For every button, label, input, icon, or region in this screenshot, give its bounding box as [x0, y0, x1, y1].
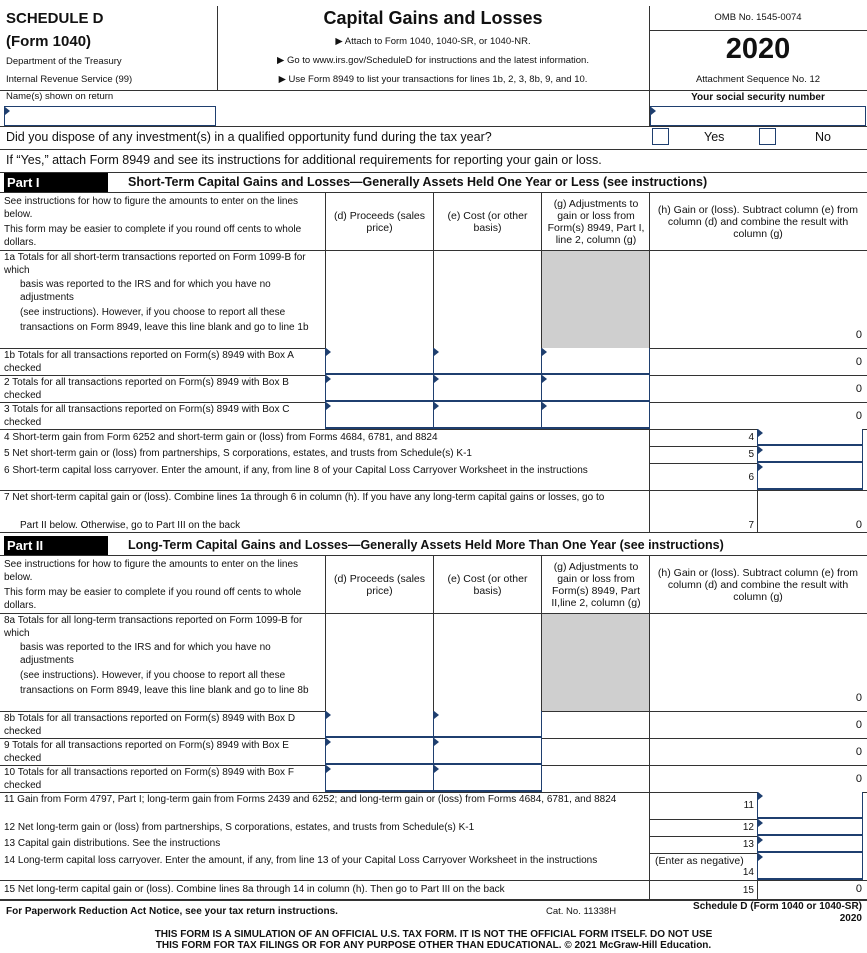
- qof-question: Did you dispose of any investment(s) in a qualified opportunity fund during the tax year?: [6, 130, 492, 144]
- part1-title: Short-Term Capital Gains and Losses—Generally Assets Held One Year or Less (see instructions): [128, 175, 708, 189]
- line2-e-input[interactable]: [433, 375, 542, 402]
- line9-d-input[interactable]: [325, 738, 434, 765]
- line11-number: 11: [743, 800, 754, 811]
- line4-h-input[interactable]: [757, 429, 863, 446]
- part2-col-d: (d) Proceeds (sales price): [333, 573, 426, 597]
- line8b-d-input[interactable]: [325, 711, 434, 738]
- part2-instr1: See instructions for how to figure the amounts to enter on the lines below.: [4, 559, 299, 583]
- schedule-footer: Schedule D (Form 1040 or 1040-SR): [693, 901, 862, 912]
- line13-text: 13 Capital gain distributions. See the instructions: [4, 838, 221, 849]
- line9-h-value: 0: [855, 746, 862, 758]
- line8a-h-value: 0: [855, 692, 862, 704]
- line4-text: 4 Short-term gain from Form 6252 and short-term gain or (loss) from Forms 4684, 6781, and 8824: [4, 432, 438, 443]
- dept-label: Department of the Treasury: [6, 56, 122, 67]
- qof-yes-checkbox[interactable]: [652, 128, 669, 145]
- tax-year: 2020: [725, 33, 791, 65]
- line5-text: 5 Net short-term gain or (loss) from partnerships, S corporations, estates, and trusts from Schedule(s) K-1: [4, 448, 472, 459]
- line7-number: 7: [748, 520, 754, 531]
- line8a-text-3: (see instructions). However, if you choose to report all these: [20, 670, 286, 681]
- line1b-text: 1b Totals for all transactions reported on Form(s) 8949 with Box A checked: [4, 350, 294, 374]
- qof-no-label: No: [815, 130, 831, 144]
- line8b-text: 8b Totals for all transactions reported on Form(s) 8949 with Box D checked: [4, 713, 296, 737]
- part1-label: Part I: [4, 173, 108, 192]
- line8a-text-1: 8a Totals for all long-term transactions reported on Form 1099-B for which: [4, 615, 303, 639]
- part2-instr2: This form may be easier to complete if you round off cents to whole dollars.: [4, 587, 302, 611]
- line14-h-input[interactable]: [757, 853, 863, 880]
- part1-instr1: See instructions for how to figure the amounts to enter on the lines below.: [4, 196, 299, 220]
- line7-text-2: Part II below. Otherwise, go to Part III on the back: [20, 520, 241, 531]
- line1b-h-value: 0: [855, 356, 862, 368]
- form-label: (Form 1040): [6, 33, 92, 50]
- cat-number: Cat. No. 11338H: [546, 906, 617, 917]
- line3-h-value: 0: [855, 410, 862, 422]
- page-title: Capital Gains and Losses: [323, 8, 543, 28]
- ssn-input[interactable]: [650, 106, 866, 126]
- part2-col-g: (g) Adjustments to gain or loss from Form(s) 8949, Part II,line 2, column (g): [551, 561, 641, 609]
- line1a-h-value: 0: [855, 329, 862, 341]
- part1-instr2: This form may be easier to complete if you round off cents to whole dollars.: [4, 224, 302, 248]
- line7-h-value: 0: [855, 519, 862, 531]
- line1b-e-input[interactable]: [433, 348, 542, 375]
- line8a-text-4: transactions on Form 8949, leave this line blank and go to line 8b: [20, 685, 309, 696]
- line8a-text-2: basis was reported to the IRS and for which you have no adjustments: [20, 642, 271, 666]
- disclaimer-line2: THIS FORM FOR TAX FILINGS OR FOR ANY PURPOSE OTHER THAN EDUCATIONAL. © 2021 McGraw-Hill Education.: [155, 940, 712, 951]
- line3-e-input[interactable]: [433, 402, 542, 429]
- disclaimer-line1: THIS FORM IS A SIMULATION OF AN OFFICIAL U.S. TAX FORM. IT IS NOT THE OFFICIAL FORM ITSELF. DO NOT USE: [154, 929, 713, 940]
- line7-text-1: 7 Net short-term capital gain or (loss). Combine lines 1a through 6 in column (h). If you have any long-term capital gains or losses, go to: [4, 492, 605, 503]
- part2-label: Part II: [4, 536, 108, 555]
- line5-h-input[interactable]: [757, 446, 863, 463]
- line8a-g-shaded: [542, 614, 649, 711]
- line15-number: 15: [742, 885, 754, 896]
- line2-h-value: 0: [855, 383, 862, 395]
- paperwork-notice: For Paperwork Reduction Act Notice, see your tax return instructions.: [6, 906, 338, 917]
- line1a-text-3: (see instructions). However, if you choose to report all these: [20, 307, 286, 318]
- part1-col-d: (d) Proceeds (sales price): [333, 210, 426, 234]
- irs-label: Internal Revenue Service (99): [6, 74, 133, 85]
- part1-col-e: (e) Cost (or other basis): [447, 210, 528, 234]
- part1-col-g: (g) Adjustments to gain or loss from Form(s) 8949, Part I, line 2, column (g): [547, 198, 645, 246]
- schedule-label: SCHEDULE D: [6, 10, 104, 27]
- line14-text: 14 Long-term capital loss carryover. Enter the amount, if any, from line 13 of your Capital Loss Carryover Worksheet in the instructions: [4, 855, 598, 866]
- line15-text: 15 Net long-term capital gain or (loss). Combine lines 8a through 14 in column (h). Then go to Part III on the back: [4, 884, 505, 895]
- line6-h-input[interactable]: [757, 463, 863, 490]
- line15-h-value: 0: [855, 883, 862, 895]
- qof-note: If “Yes,” attach Form 8949 and see its instructions for additional requirements for reporting your gain or loss.: [6, 153, 602, 167]
- line4-number: 4: [748, 432, 754, 443]
- line1b-d-input[interactable]: [325, 348, 434, 375]
- qof-no-checkbox[interactable]: [759, 128, 776, 145]
- line12-h-input[interactable]: [757, 819, 863, 836]
- part2-col-e: (e) Cost (or other basis): [447, 573, 528, 597]
- line8b-h-value: 0: [855, 719, 862, 731]
- line10-d-input[interactable]: [325, 765, 434, 792]
- line14-negative-note: (Enter as negative): [655, 855, 744, 867]
- line13-h-input[interactable]: [757, 836, 863, 853]
- line2-text: 2 Totals for all transactions reported on Form(s) 8949 with Box B checked: [4, 377, 289, 401]
- line2-g-input[interactable]: [541, 375, 650, 402]
- line12-number: 12: [742, 822, 754, 833]
- ssn-label: Your social security number: [691, 92, 825, 103]
- schedule-footer-year: 2020: [839, 913, 862, 924]
- part2-title: Long-Term Capital Gains and Losses—Generally Assets Held More Than One Year (see instructions): [128, 538, 724, 552]
- line1a-g-shaded: [542, 251, 649, 348]
- line9-text: 9 Totals for all transactions reported on Form(s) 8949 with Box E checked: [4, 740, 289, 764]
- line6-text: 6 Short-term capital loss carryover. Enter the amount, if any, from line 8 of your Capital Loss Carryover Worksheet in the instructions: [4, 465, 588, 476]
- part2-col-h: (h) Gain or (loss). Subtract column (e) from column (d) and combine the result with column (g): [657, 567, 859, 603]
- attachment-seq: Attachment Sequence No. 12: [695, 74, 821, 85]
- line14-number: 14: [742, 867, 754, 878]
- attach-note: ▶ Attach to Form 1040, 1040-SR, or 1040-NR.: [335, 36, 531, 47]
- line1a-text-4: transactions on Form 8949, leave this line blank and go to line 1b: [20, 322, 309, 333]
- line10-text: 10 Totals for all transactions reported on Form(s) 8949 with Box F checked: [4, 767, 294, 791]
- line3-text: 3 Totals for all transactions reported on Form(s) 8949 with Box C checked: [4, 404, 290, 428]
- goto-note: ▶ Go to www.irs.gov/ScheduleD for instructions and the latest information.: [277, 55, 589, 66]
- line11-h-input[interactable]: [757, 792, 863, 819]
- line3-g-input[interactable]: [541, 402, 650, 429]
- use8949-note: ▶ Use Form 8949 to list your transactions for lines 1b, 2, 3, 8b, 9, and 10.: [278, 74, 588, 85]
- names-label: Name(s) shown on return: [6, 91, 114, 102]
- line1a-text-2: basis was reported to the IRS and for which you have no adjustments: [20, 279, 271, 303]
- line6-number: 6: [748, 472, 754, 483]
- part1-col-h: (h) Gain or (loss). Subtract column (e) from column (d) and combine the result with column (g): [657, 204, 859, 240]
- line10-e-input[interactable]: [433, 765, 542, 792]
- line11-text: 11 Gain from Form 4797, Part I; long-term gain from Forms 2439 and 6252; and long-term gain or (loss) from Forms 4684, 6781, and 8824: [4, 794, 617, 805]
- line1b-g-input[interactable]: [541, 348, 650, 375]
- qof-yes-label: Yes: [704, 130, 725, 144]
- line1a-text-1: 1a Totals for all short-term transactions reported on Form 1099-B for which: [4, 252, 306, 276]
- line5-number: 5: [748, 449, 754, 460]
- name-input[interactable]: [4, 106, 216, 126]
- line3-d-input[interactable]: [325, 402, 434, 429]
- line2-d-input[interactable]: [325, 375, 434, 402]
- line13-number: 13: [742, 839, 754, 850]
- line9-e-input[interactable]: [433, 738, 542, 765]
- line10-h-value: 0: [855, 773, 862, 785]
- omb-number: OMB No. 1545-0074: [714, 12, 802, 23]
- line8b-e-input[interactable]: [433, 711, 542, 738]
- line12-text: 12 Net long-term gain or (loss) from partnerships, S corporations, estates, and trusts from Schedule(s) K-1: [4, 822, 475, 833]
